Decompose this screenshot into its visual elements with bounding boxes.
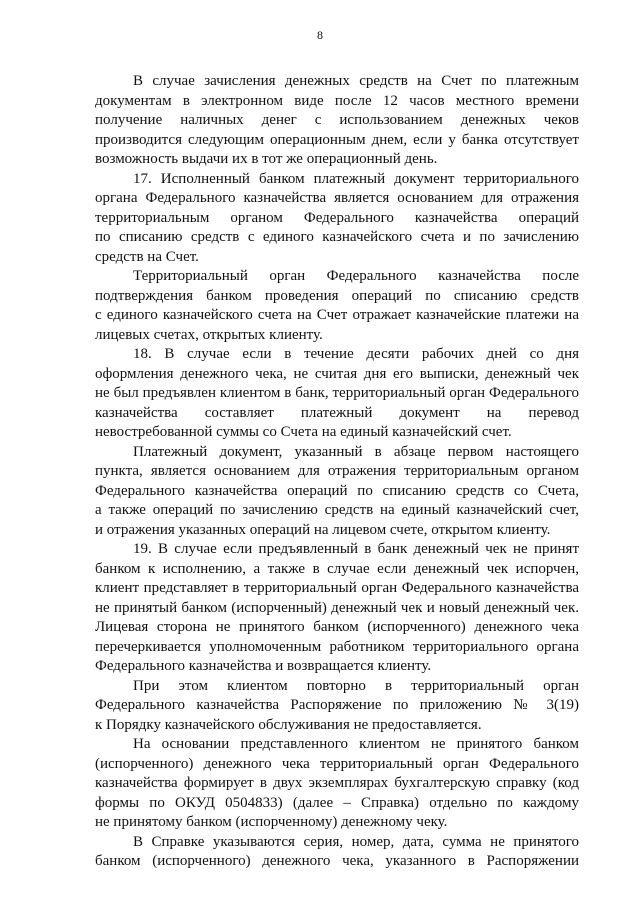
text-line: клиент представляет в территориальный орган Федерального казначейства: [95, 580, 579, 596]
text-line: Территориальный орган Федерального казначейства после: [133, 268, 579, 284]
text-line: На основании представленного клиентом не принятого банком: [133, 736, 579, 752]
text-line: (испорченного) денежного чека территориальный орган Федерального: [95, 755, 579, 772]
text-line: 19. В случае если предъявленный в банк денежный чек не принят: [133, 541, 579, 557]
text-line: документам в электронном виде после 12 часов местного времени: [95, 92, 579, 109]
text-line: лицевых счетах, открытых клиенту.: [95, 326, 323, 343]
text-line: территориальным органом Федерального казначейства операций: [95, 209, 579, 226]
text-line: В Справке указываются серия, номер, дата, сумма не принятого: [133, 833, 579, 850]
text-line: банком к исполнению, а также в случае если денежный чек испорчен,: [95, 560, 579, 577]
text-line: казначейства формирует в двух экземплярах бухгалтерскую справку (код: [95, 775, 579, 791]
text-line: не принятому банком (испорченному) денежному чеку.: [95, 814, 448, 830]
text-line: органа Федерального казначейства является основанием для отражения: [95, 190, 579, 206]
text-line: подтверждения банком проведения операций по списанию средств: [95, 287, 579, 304]
document-body: [95, 72, 579, 872]
text-line: Лицевая сторона не принятого банком (испорченного) денежного чека: [95, 619, 579, 635]
text-line: не был предъявлен клиентом в банк, территориальный орган Федерального: [95, 385, 579, 401]
text-line: не принятый банком (испорченный) денежный чек и новый денежный чек.: [95, 599, 579, 616]
text-line: получение наличных денег с использованием денежных чеков: [95, 112, 579, 128]
text-line: а также операций по зачислению средств на единый казначейский счет,: [95, 502, 579, 518]
text-line: При этом клиентом повторно в территориальный орган: [133, 677, 579, 694]
text-line: невостребованной суммы со Счета на единый казначейский счет.: [95, 424, 512, 440]
text-line: Федерального казначейства операций по списанию средств со Счета,: [95, 482, 579, 499]
page-number: 8: [317, 28, 323, 42]
text-line: формы по ОКУД 0504833) (далее – Справка) отдельно по каждому: [95, 794, 579, 811]
text-line: Платежный документ, указанный в абзаце первом настоящего: [133, 443, 579, 460]
text-line: к Порядку казначейского обслуживания не предоставляется.: [95, 716, 482, 733]
text-line: Федерального казначейства и возвращается клиенту.: [95, 658, 432, 674]
text-line: В случае зачисления денежных средств на Счет по платежным: [133, 73, 579, 89]
text-line: возможность выдачи их в тот же операционный день.: [95, 151, 438, 167]
text-line: по списанию средств с единого казначейского счета и по зачислению: [95, 229, 579, 245]
text-line: перечеркивается уполномоченным работником территориального органа: [95, 638, 579, 655]
text-line: Федерального казначейства Распоряжение по приложению № 3(19): [95, 697, 579, 713]
text-line: и отражения указанных операций на лицевом счете, открытом клиенту.: [95, 521, 551, 538]
text-line: казначейства составляет платежный документ на перевод: [95, 404, 579, 421]
text-line: производится следующим операционным днем, если у банка отсутствует: [95, 131, 579, 148]
text-line: банком (испорченного) денежного чека, указанного в Распоряжении: [95, 853, 579, 869]
text-line: пункта, является основанием для отражения территориальным органом: [95, 463, 579, 479]
text-line: оформления денежного чека, не считая дня его выписки, денежный чек: [95, 365, 579, 382]
text-line: с единого казначейского счета на Счет отражает казначейские платежи на: [95, 307, 579, 323]
text-line: средств на Счет.: [95, 248, 199, 265]
text-line: 17. Исполненный банком платежный документ территориального: [133, 170, 579, 187]
text-line: 18. В случае если в течение десяти рабочих дней со дня: [133, 346, 579, 362]
